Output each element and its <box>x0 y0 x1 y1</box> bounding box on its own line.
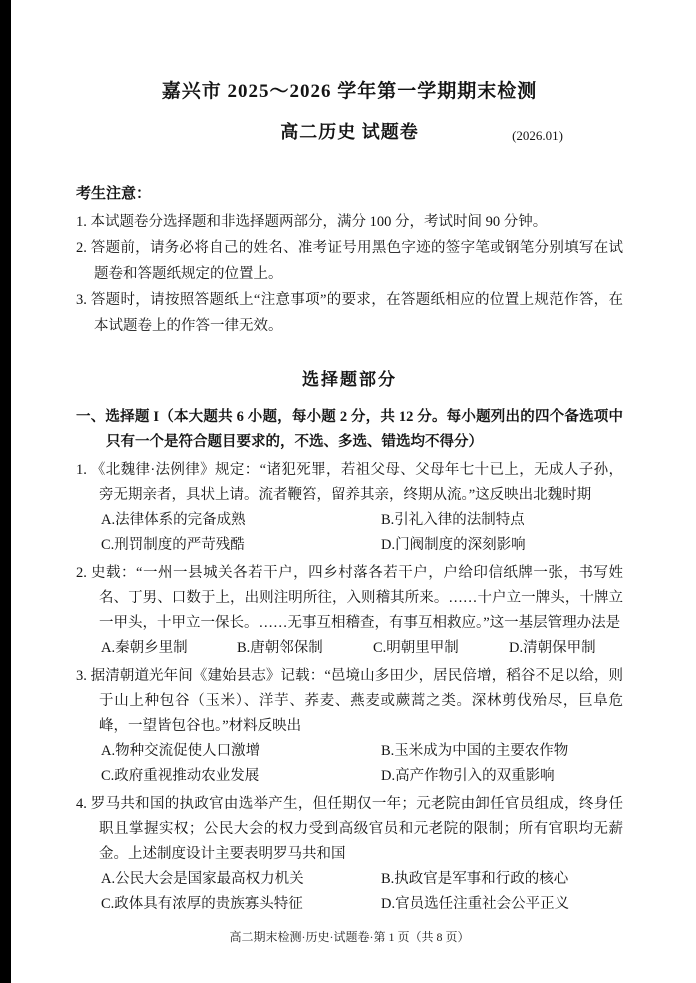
question-4-option-d: D.官员选任注重社会公平正义 <box>381 896 570 912</box>
question-1-option-d: D.门阀制度的深刻影响 <box>381 537 526 553</box>
question-1-stem: 1. 《北魏律·法例律》规定：“诸犯死罪，若祖父母、父母年七十已上，无成人子孙，旁无期亲者，具状上请。流者鞭笞，留养其亲，终期从流。”这反映出北魏时期 <box>76 462 623 503</box>
question-1-options <box>76 508 623 558</box>
exam-page <box>76 80 623 950</box>
question-3-option-c: C.政府重视推动农业发展 <box>101 768 260 784</box>
question-4-options <box>76 867 623 917</box>
question-4-option-b: B.执政官是军事和行政的核心 <box>381 871 569 887</box>
section-title: 选择题部分 <box>302 370 397 389</box>
question-4-option-a: A.公民大会是国家最高权力机关 <box>101 871 304 887</box>
question-4-stem: 4. 罗马共和国的执政官由选举产生，但任期仅一年；元老院由卸任官员组成，终身任职且掌握实权；公民大会的权力受到高级官员和元老院的限制；所有官职均无薪金。上述制度设计主要表明罗马共和国 <box>76 796 623 862</box>
section-intro: 一、选择题 I（本大题共 6 小题，每小题 2 分，共 12 分。每小题列出的四个备选项中只有一个是符合题目要求的，不选、多选、错选均不得分） <box>76 409 623 450</box>
question-3 <box>76 664 623 789</box>
question-1-option-a: A.法律体系的完备成熟 <box>101 512 246 528</box>
question-2-stem: 2. 史载：“一州一县城关各若干户，四乡村落各若干户，户给印信纸牌一张，书写姓名、丁男、口数于上，出则注明所往，入则稽其所来。……十户立一牌头，十牌立一甲头，十甲立一保长。……无事互相稽查，有事互相救应。”这一基层管理办法是 <box>76 565 623 631</box>
question-3-option-d: D.高产作物引入的双重影响 <box>381 768 555 784</box>
question-2-options <box>76 636 623 661</box>
question-2-option-d: D.清朝保甲制 <box>509 640 596 656</box>
question-2 <box>76 561 623 661</box>
scan-spine <box>0 0 11 983</box>
question-4-option-c: C.政体具有浓厚的贵族寡头特征 <box>101 896 303 912</box>
question-1-option-c: C.刑罚制度的严苛残酷 <box>101 537 245 553</box>
exam-subject: 高二历史 试题卷 <box>280 122 419 142</box>
exam-date: (2026.01) <box>512 128 563 143</box>
question-2-option-a: A.秦朝乡里制 <box>101 640 188 656</box>
question-3-options <box>76 739 623 789</box>
exam-title: 嘉兴市 2025～2026 学年第一学期期末检测 <box>161 81 538 102</box>
notice-item-2: 2. 答题前，请务必将自己的姓名、准考证号用黑色字迹的签字笔或钢笔分别填写在试题卷和答题纸规定的位置上。 <box>76 240 623 282</box>
page-footer: 高二期末检测·历史·试题卷·第 1 页（共 8 页） <box>229 930 470 944</box>
question-4 <box>76 792 623 917</box>
exam-subtitle-row <box>76 120 623 146</box>
question-1-option-b: B.引礼入律的法制特点 <box>381 512 525 528</box>
question-3-option-b: B.玉米成为中国的主要农作物 <box>381 743 569 759</box>
question-1 <box>76 458 623 558</box>
question-2-option-b: B.唐朝邻保制 <box>237 640 323 656</box>
question-2-option-c: C.明朝里甲制 <box>373 640 459 656</box>
notice-item-1: 1. 本试题卷分选择题和非选择题两部分，满分 100 分，考试时间 90 分钟。 <box>76 214 548 230</box>
question-3-option-a: A.物种交流促使人口激增 <box>101 743 261 759</box>
notice-header: 考生注意： <box>76 186 152 202</box>
question-3-stem: 3. 据清朝道光年间《建始县志》记载：“邑境山多田少，居民倍增，稻谷不足以给，则于山上种包谷（玉米）、洋芋、荞麦、燕麦或蕨蒿之类。深林剪伐殆尽，巨阜危峰，一望皆包谷也。”材料反映出 <box>76 668 623 734</box>
notice-item-3: 3. 答题时，请按照答题纸上“注意事项”的要求，在答题纸相应的位置上规范作答，在本试题卷上的作答一律无效。 <box>76 292 623 334</box>
